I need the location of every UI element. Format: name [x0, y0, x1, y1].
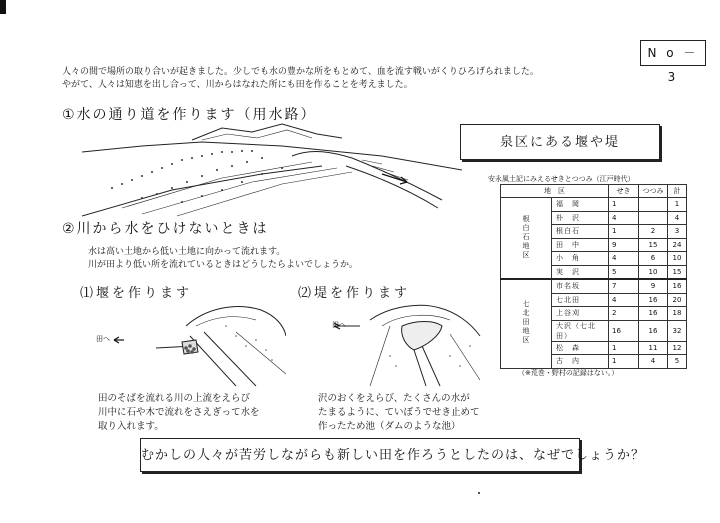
place-cell: 上谷刈	[552, 307, 609, 321]
weir-illustration	[86, 296, 286, 388]
place-cell: 松 森	[552, 341, 609, 355]
intro-line-1: 人々の間で場所の取り合いが起きました。少しでも水の豊かな所をもとめて、血を流す戦いがくりひろげられました。	[62, 67, 539, 77]
table-row	[501, 279, 687, 293]
page-number-box: N o － 3	[640, 40, 706, 66]
irrigation-channel-illustration	[82, 118, 462, 218]
tsutsumi-cell: 16	[639, 293, 668, 307]
table-body	[501, 198, 687, 369]
place-cell: 大沢（七北田）	[552, 320, 609, 341]
seki-cell: 1	[609, 355, 639, 369]
intro-line-2: やがて、人々は知恵を出し合って、川からはなれた所にも田を作ることを考えました。	[62, 80, 413, 90]
district-cell	[501, 198, 552, 280]
seki-cell: 2	[609, 307, 639, 321]
place-cell: 小 角	[552, 252, 609, 266]
weir-label: 田へ	[96, 335, 110, 343]
tsutsumi-cell: 10	[639, 265, 668, 279]
table-row	[501, 198, 687, 212]
seki-cell: 1	[609, 198, 639, 212]
tsutsumi-cell: 15	[639, 238, 668, 252]
header-tsutsumi: つつみ	[639, 185, 668, 198]
table-caption: 安永風土記にみえるせきとつつみ（江戸時代）	[488, 175, 635, 183]
total-cell: 18	[668, 307, 687, 321]
place-cell: 福 岡	[552, 198, 609, 212]
place-cell: 朴 沢	[552, 211, 609, 225]
seki-cell: 4	[609, 252, 639, 266]
weirs-ponds-table	[500, 184, 687, 369]
seki-cell: 1	[609, 341, 639, 355]
district-cell	[501, 279, 552, 368]
seki-cell: 9	[609, 238, 639, 252]
place-cell: 市名坂	[552, 279, 609, 293]
header-total: 計	[668, 185, 687, 198]
place-cell: 田 中	[552, 238, 609, 252]
weir-caption-3: 取り入れます。	[98, 421, 164, 432]
weir-caption-2: 川中に石や木で流れをさえぎって水を	[98, 407, 260, 418]
weir-caption-1: 田のそばを流れる川の上流をえらび	[98, 393, 251, 404]
place-cell: 実 沢	[552, 265, 609, 279]
total-cell: 24	[668, 238, 687, 252]
total-cell: 4	[668, 211, 687, 225]
section2-explain	[88, 246, 358, 272]
izumi-title-box	[460, 124, 660, 160]
tsutsumi-cell: 11	[639, 341, 668, 355]
place-cell: 根白石	[552, 225, 609, 239]
district-label: 根白石地区	[522, 214, 530, 260]
total-cell: 12	[668, 341, 687, 355]
tsutsumi-cell: 6	[639, 252, 668, 266]
table-header-row	[501, 185, 687, 198]
header-seki: せき	[609, 185, 639, 198]
section2-heading: ②川から水をひけないときは	[62, 221, 269, 237]
stray-dot	[478, 492, 480, 494]
tsutsumi-cell: 16	[639, 320, 668, 341]
closing-question-box	[140, 438, 646, 472]
seki-cell: 4	[609, 293, 639, 307]
total-cell: 1	[668, 198, 687, 212]
table-note: （※荒巻・野村の記録はない。）	[518, 369, 619, 377]
weir-title-text: ⑴堰を作ります	[80, 286, 193, 301]
place-cell: 古 内	[552, 355, 609, 369]
tsutsumi-cell	[639, 198, 668, 212]
pond-caption	[318, 392, 480, 434]
pond-caption-1: 沢のおくをえらび、たくさんの水が	[318, 393, 470, 404]
district-label: 七北田地区	[522, 300, 530, 346]
explain-line-2: 川が田より低い所を流れているときはどうしたらよいでしょうか。	[88, 260, 359, 270]
pond-title-text: ⑵堤を作ります	[298, 286, 411, 301]
total-cell: 5	[668, 355, 687, 369]
pond-caption-3: 作ったため池（ダムのような池）	[318, 421, 461, 432]
section1-heading: ①水の通り道を作ります（用水路）	[62, 107, 317, 123]
corner-mark	[0, 0, 6, 14]
seki-cell: 7	[609, 279, 639, 293]
tsutsumi-cell: 4	[639, 355, 668, 369]
header-district: 地 区	[501, 185, 609, 198]
place-cell: 七北田	[552, 293, 609, 307]
total-cell: 20	[668, 293, 687, 307]
tsutsumi-cell: 9	[639, 279, 668, 293]
tsutsumi-cell: 16	[639, 307, 668, 321]
seki-cell: 4	[609, 211, 639, 225]
total-cell: 10	[668, 252, 687, 266]
total-cell: 15	[668, 265, 687, 279]
seki-cell: 16	[609, 320, 639, 341]
closing-question: むかしの人々が苦労しながらも新しい田を作ろうとしたのは、なぜでしょうか？	[141, 448, 646, 463]
seki-cell: 1	[609, 225, 639, 239]
izumi-title: 泉区にある堰や堤	[499, 135, 620, 150]
total-cell: 32	[668, 320, 687, 341]
total-cell: 3	[668, 225, 687, 239]
tsutsumi-cell	[639, 211, 668, 225]
intro-text	[62, 66, 539, 92]
tsutsumi-cell: 2	[639, 225, 668, 239]
explain-line-1: 水は高い土地から低い土地に向かって流れます。	[88, 247, 286, 257]
pond-label: 田へ	[332, 321, 346, 329]
pond-caption-2: たまるように、ていぼうでせき止めて	[318, 407, 480, 418]
weir-caption	[98, 392, 260, 434]
pond-illustration	[330, 296, 490, 388]
total-cell: 16	[668, 279, 687, 293]
seki-cell: 5	[609, 265, 639, 279]
